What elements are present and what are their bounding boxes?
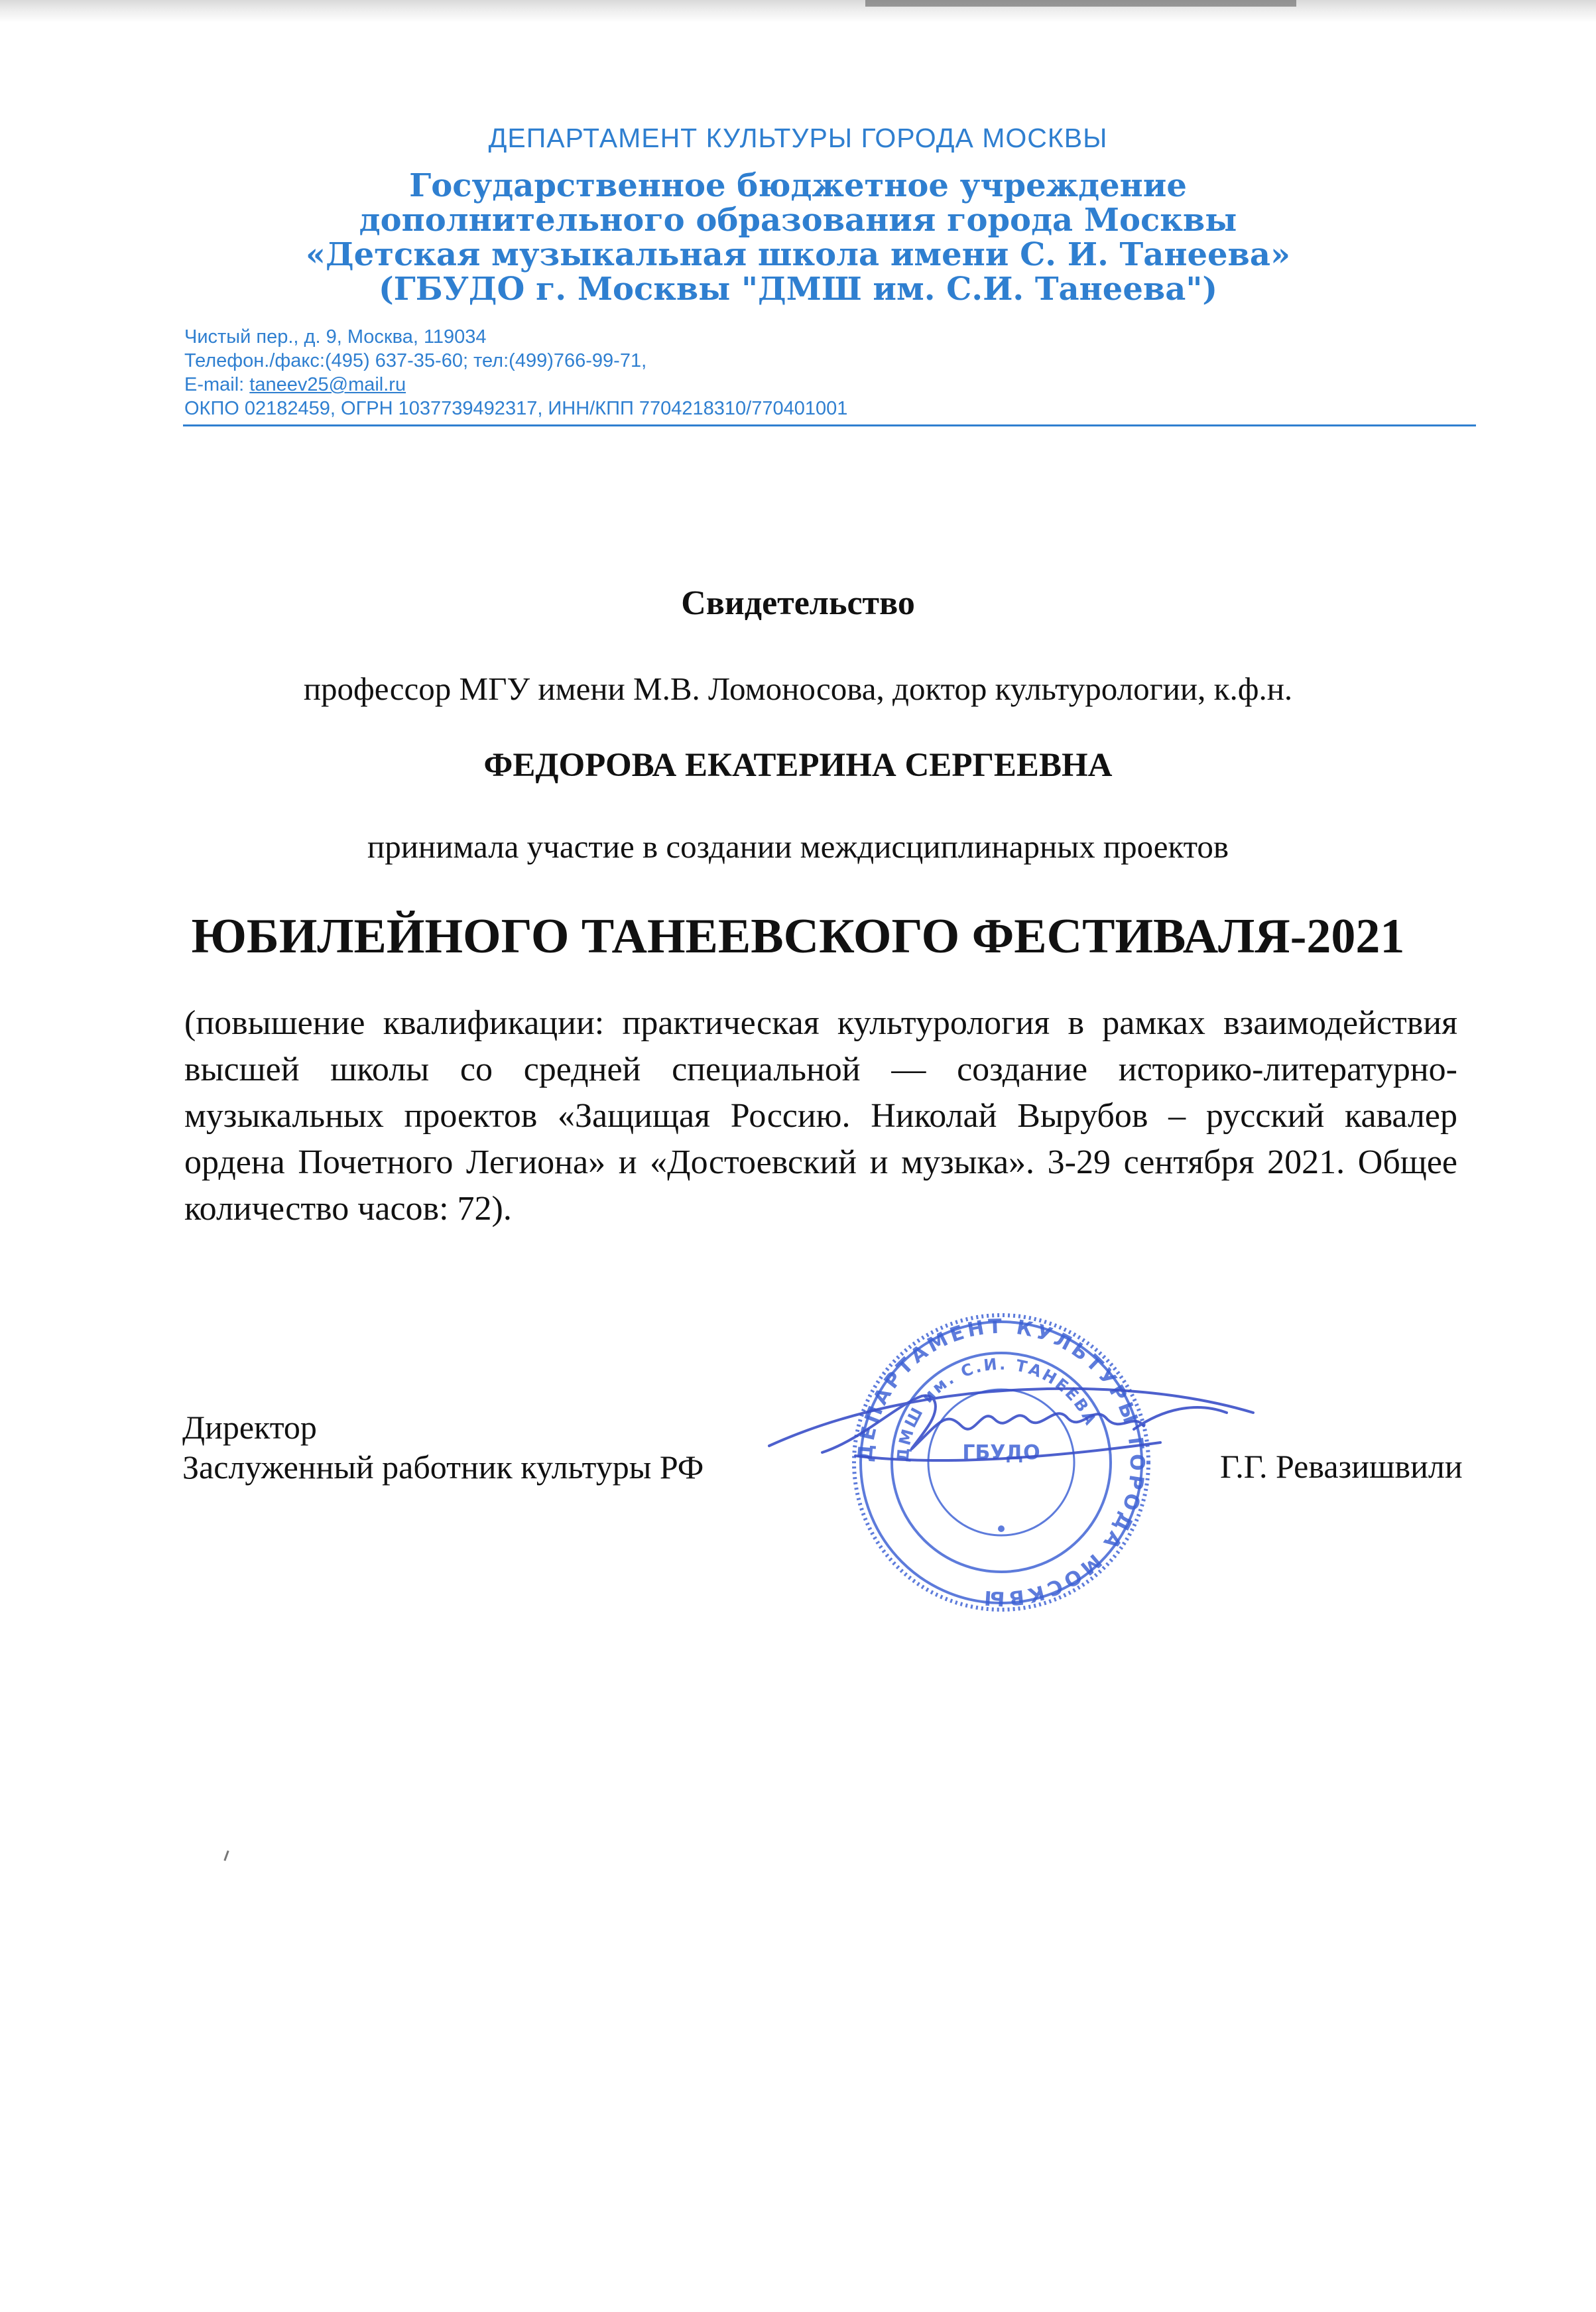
training-details: (повышение квалификации: практическая культурология в рамках взаимодействия высшей школы со средней специальной — создание историко-литературно-музыкальных проектов «Защищая Россию. Николай Вырубов – русский кавалер ордена Почетного Легиона» и «Достоевский и музыка». 3-29 сентября 2021. Общее количество часов: 72). (184, 1004, 1457, 1228)
contacts-block (184, 325, 847, 420)
org-line-2: дополнительного образования города Москвы (359, 202, 1237, 239)
header-divider (183, 424, 1476, 426)
department-name: ДЕПАРТАМЕНТ КУЛЬТУРЫ ГОРОДА МОСКВЫ (488, 123, 1108, 153)
email-line (184, 373, 847, 397)
registry-line: ОКПО 02182459, ОГРН 1037739492317, ИНН/КПП 7704218310/770401001 (184, 398, 848, 419)
handwritten-signature-icon (763, 1366, 1266, 1486)
signatory-block (182, 1407, 704, 1487)
org-line-1: Государственное бюджетное учреждение (409, 167, 1187, 204)
scan-edge-shadow (0, 0, 1596, 23)
email-link[interactable]: taneev25@mail.ru (249, 374, 406, 395)
email-label: E-mail: (184, 374, 250, 395)
participation-text: принимала участие в создании междисциплинарных проектов (367, 828, 1229, 865)
stamp-center-text: ГБУДО (962, 1441, 1040, 1464)
stamp-outer-text: ДЕПАРТАМЕНТ КУЛЬТУРЫ ГОРОДА МОСКВЫ (853, 1315, 1149, 1610)
festival-title: ЮБИЛЕЙНОГО ТАНЕЕВСКОГО ФЕСТИВАЛЯ-2021 (191, 909, 1405, 964)
phone-line: Телефон./факс:(495) 637-35-60; тел:(499)766-99-71, (184, 350, 647, 371)
signatory-role: Директор (182, 1409, 317, 1446)
org-line-4: (ГБУДО г. Москвы "ДМШ им. С.И. Танеева") (378, 271, 1218, 308)
org-line-3: «Детская музыкальная школа имени С. И. Танеева» (306, 236, 1290, 273)
scan-speck (223, 1850, 229, 1861)
recipient-position: профессор МГУ имени М.В. Ломоносова, доктор культурологии, к.ф.н. (303, 671, 1293, 707)
certificate-title: Свидетельство (681, 584, 915, 622)
signatory-name: Г.Г. Ревазишвили (1220, 1448, 1463, 1485)
stamp-inner-text: ДМШ им. С.И. ТАНЕЕВА (893, 1354, 1101, 1463)
address-line: Чистый пер., д. 9, Москва, 119034 (184, 326, 487, 348)
signatory-honor: Заслуженный работник культуры РФ (182, 1448, 704, 1486)
recipient-name: ФЕДОРОВА ЕКАТЕРИНА СЕРГЕЕВНА (483, 747, 1113, 784)
scan-mark (865, 0, 1296, 7)
